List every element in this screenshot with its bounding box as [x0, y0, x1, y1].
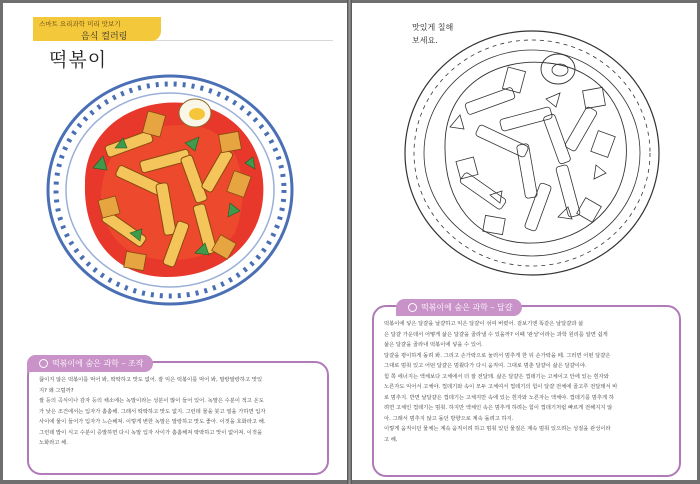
- note-label-text: 떡볶이에 숨은 과학 – 달걀: [421, 303, 513, 312]
- note-line: 가 낮은 조건에서는 입자가 촘촘해. 그래서 딱딱하고 맛도 없지. 그런데 물을 붓고 열을 가하면 입자: [39, 408, 266, 415]
- handwriting-line: 보세요.: [412, 36, 438, 45]
- note-label-right: [396, 299, 522, 316]
- note-line: 달걀을 평이하게 돌려 봐. 그리고 손가락으로 눌러서 멈추게 한 뒤 손가락을 떼. 그러면 어떤 달걀은: [384, 352, 611, 359]
- circle-bullet-icon: [408, 303, 417, 312]
- note-line: 끓이지 않은 떡볶이를 먹어 봐, 딱딱하고 맛도 없어. 잘 익은 떡볶이를 먹어 봐, 말랑말랑하고 맛있: [39, 377, 263, 383]
- tteokbokki-color-illustration: [45, 73, 295, 308]
- note-line: 은 달걀 가운데서 어떻게 삶은 달걀을 골라낼 수 있을까? 이때 '관성'이라는 과학 원리를 알면 쉽게: [384, 331, 608, 338]
- page-title: 떡볶이: [49, 49, 108, 71]
- tteokbokki-coloring-outline: [400, 25, 662, 277]
- note-line: 아. 그래서 멈추지 않고 돌던 방향으로 계속 돌려고 하지.: [384, 415, 514, 422]
- note-line: 쌀 등의 곡식이나 감자 등의 채소에는 녹말이라는 성분이 많이 들어 있어. 녹말은 수분이 적고 온도: [39, 398, 264, 404]
- note-line: 려면 고체인 껍데기는 멈춰. 하지만 액체인 속은 멈추게 하려는 힘이 껍데기처럼 빠르게 전해지지 않: [384, 405, 613, 411]
- note-line: 노화라고 해.: [39, 440, 68, 446]
- left-page: [3, 3, 347, 480]
- note-line: 그런데 밥이 식고 수분이 증발하면 다시 녹말 입자 사이가 촘촘해져 딱딱하고 맛이 없어져. 이것을: [39, 429, 263, 436]
- note-text-left: [39, 375, 317, 449]
- section-subtitle: 음식 컬러링: [81, 32, 128, 42]
- note-line: 지? 왜 그럴까?: [39, 387, 74, 394]
- series-label: 스마트 요리과학 미리 맛보기: [39, 20, 121, 28]
- note-line: 사이에 물이 들어가 입자가 느슨해져. 이렇게 변한 녹말은 말랑하고 맛도 좋아. 이것을 호화라고 해.: [39, 419, 266, 425]
- note-line: 노른자도 익어서 고체야. 껍데기와 속이 모두 고체여서 껍데기의 힘이 달걀 전체에 골고루 전달돼서 바: [384, 384, 618, 390]
- note-label-left: [27, 355, 153, 372]
- note-line: 그대로 멈춰 있고 어떤 달걀은 멈췄다가 다시 움직여. 그대로 멈춘 달걀이 삶은 달걀이야.: [384, 363, 587, 369]
- circle-bullet-icon: [39, 359, 48, 368]
- note-label-text: 떡볶이에 숨은 과학 – 조작: [52, 359, 144, 368]
- note-line: 고 해.: [384, 436, 398, 443]
- note-line: 떡볶이에 넣은 달걀을 날걀하고 익은 달걀이 섞여 버렸어. 겉보기엔 똑같은 날달걀과 삶: [384, 321, 584, 327]
- note-text-right: [384, 319, 670, 445]
- note-line: 힘 쪽 에너지는 액체보다 고체에서 더 잘 전달돼. 삶은 달걀은 껍데기는 고체이고 안에 있는 흰자와: [384, 373, 609, 380]
- note-line: 이렇게 움직이던 물체는 계속 움직이려 하고 멈춰 있던 물질은 계속 멈춰 있으려는 성질을 관성이라: [384, 426, 611, 432]
- note-line: 로 멈추지. 반면 날달걀은 껍데기는 고체지만 속에 있는 흰자와 노른자는 액체야. 껍데기를 멈추게 하: [384, 394, 614, 401]
- note-line: 삶은 달걀을 골라내 떡볶이에 넣을 수 있어.: [384, 342, 483, 348]
- handwriting-line: 맛있게 칠해: [412, 23, 454, 32]
- right-page: [352, 3, 697, 480]
